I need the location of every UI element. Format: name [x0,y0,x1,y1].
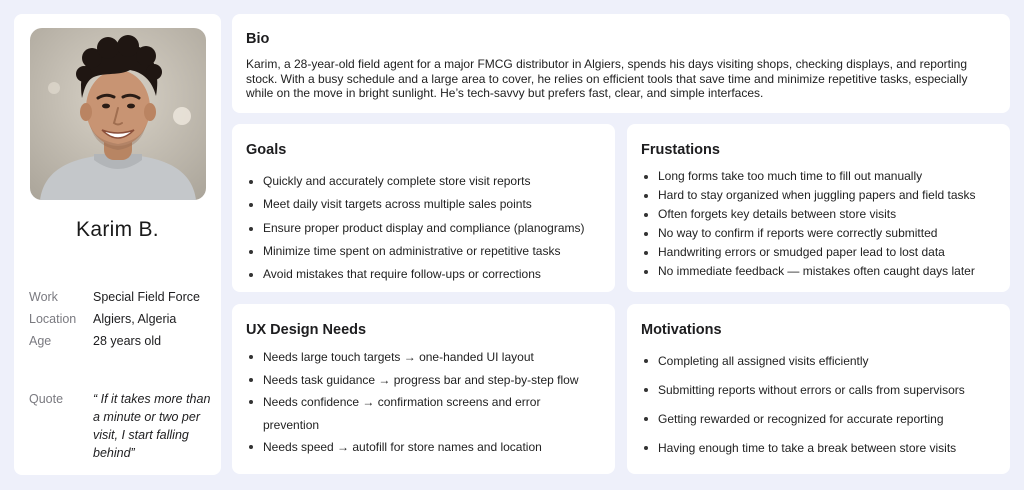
detail-label: Location [29,312,77,326]
detail-label: Age [29,334,52,348]
persona-quote: “ If it takes more than a minute or two per visit, I start falling behind” [93,392,211,460]
list-item: Handwriting errors or smudged paper lead to lost data [641,243,1001,262]
detail-label: Work [29,290,58,304]
goals-card [232,124,615,292]
ux-needs-card [232,304,615,474]
profile-photo [30,28,206,200]
list-item: Ensure proper product display and compliance (planograms) [246,217,606,240]
bio-card [232,14,1010,113]
frustrations-list [641,167,1001,281]
list-item: No way to confirm if reports were correctly submitted [641,224,1001,243]
goals-title: Goals [246,142,287,158]
list-item: Completing all assigned visits efficiently [641,351,1001,371]
list-item: Needs confidence → confirmation screens and error prevention [246,391,586,436]
bio-text: Karim, a 28-year-old field agent for a major FMCG distributor in Algiers, spends his days visiting shops, checking displays, and reporting stock. With a busy schedule and a large area to cover, he relies on efficient tools that save time and minimize repetitive tasks, especially while on the move in bright sunlight. He’s tech-savvy but prefers fast, clear, and simple interfaces. [246,57,968,100]
list-item: Minimize time spent on administrative or repetitive tasks [246,240,606,263]
list-item: Submitting reports without errors or calls from supervisors [641,380,1001,400]
ux-needs-list [246,346,586,459]
frustrations-card [627,124,1010,292]
goals-list [246,170,606,286]
motivations-title: Motivations [641,322,722,338]
avatar-illustration [30,28,206,200]
list-item: Needs speed → autofill for store names and location [246,436,586,459]
bio-title: Bio [246,31,270,47]
list-item: Often forgets key details between store visits [641,205,1001,224]
list-item: Long forms take too much time to fill out manually [641,167,1001,186]
list-item: Avoid mistakes that require follow-ups or corrections [246,263,606,286]
detail-value: Special Field Force [93,290,200,304]
persona-name: Karim B. [76,218,159,241]
list-item: Hard to stay organized when juggling papers and field tasks [641,186,1001,205]
detail-value: Algiers, Algeria [93,312,177,326]
quote-label: Quote [29,392,64,406]
motivations-card [627,304,1010,474]
list-item: Quickly and accurately complete store visit reports [246,170,606,193]
frustrations-title: Frustations [641,142,720,158]
list-item: No immediate feedback — mistakes often caught days later [641,262,1001,281]
detail-value: 28 years old [93,334,162,348]
profile-card [14,14,221,475]
list-item: Having enough time to take a break between store visits [641,438,1001,458]
list-item: Meet daily visit targets across multiple sales points [246,193,606,216]
list-item: Needs task guidance → progress bar and step-by-step flow [246,369,586,392]
list-item: Getting rewarded or recognized for accurate reporting [641,409,1001,429]
ux-needs-title: UX Design Needs [246,322,367,338]
list-item: Needs large touch targets → one-handed UI layout [246,346,586,369]
motivations-list [641,351,1001,467]
